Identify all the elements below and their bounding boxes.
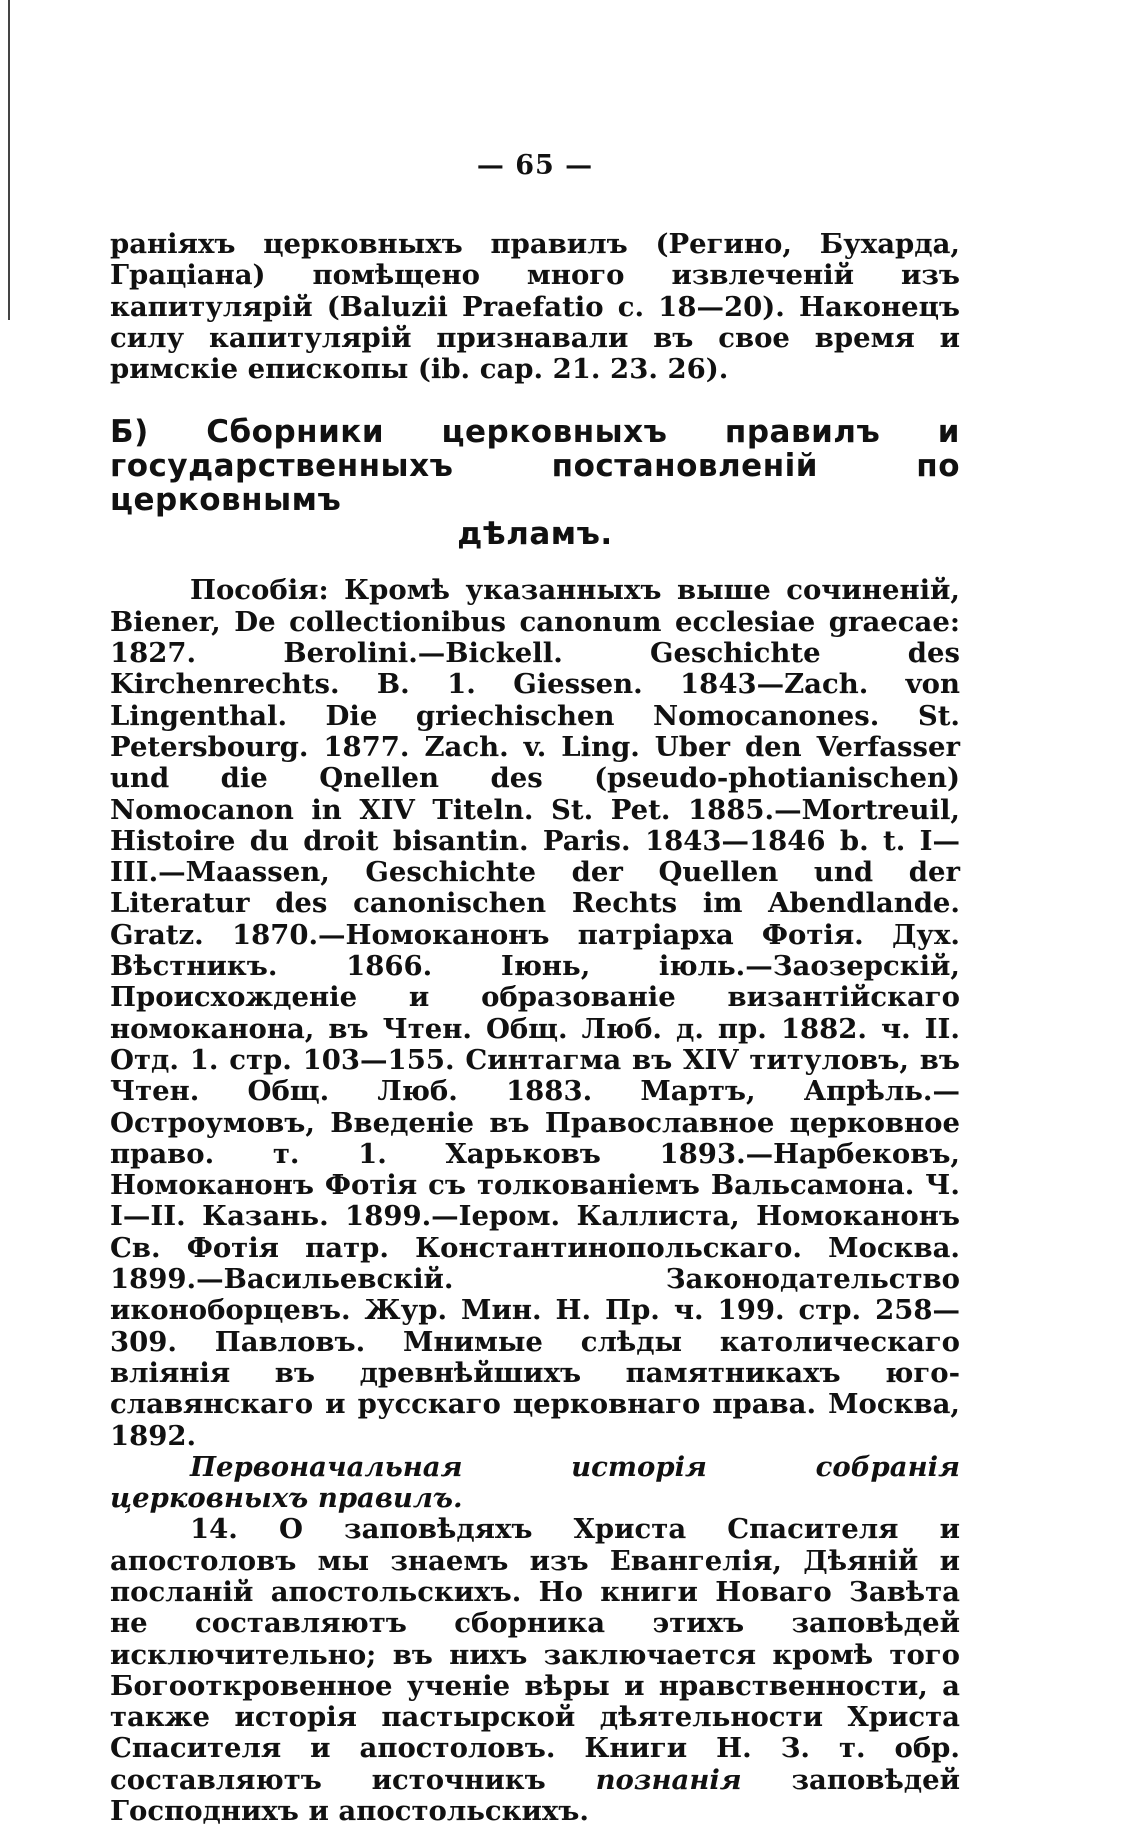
paragraph-14-end: заповѣдей Господнихъ и апостольскихъ. xyxy=(110,1763,961,1827)
scan-edge-line xyxy=(8,0,10,320)
page-number: — 65 — xyxy=(476,150,594,181)
subsection-heading: Первоначальная исторія собранія церковныхъ правилъ. xyxy=(110,1450,960,1515)
section-heading-main: Б) Сборники церковныхъ правилъ и государственныхъ постановленій по церковнымъ xyxy=(110,414,960,519)
paragraph-continuation: раніяхъ церковныхъ правилъ (Регино, Бухарда, Граціана) помѣщено много извлеченій изъ капитулярій (Baluzii Praefatio c. 18—20). Наконецъ силу капитулярій признавали въ свое время и римскіе епископы (ib. cap. 21. 23. 26). xyxy=(110,228,960,386)
paragraph-14-emphasis: познанія xyxy=(595,1763,742,1796)
section-heading xyxy=(110,415,960,551)
paragraph-14 xyxy=(110,1514,960,1827)
section-heading-last: дѣламъ. xyxy=(457,516,613,553)
book-page xyxy=(110,150,960,1827)
bibliography-paragraph: Пособія: Кромѣ указанныхъ выше сочиненій, Biener, De collectionibus canonum ecclesiae graecae: 1827. Berolini.—Bickell. Geschichte des Kirchenrechts. B. 1. Giessen. 1843—Zach. von Lingenthal. Die griechischen Nomocanones. St. Petersbourg. 1877. Zach. v. Ling. Uber den Verfasser und die Qnellen des (pseudo-photianischen) Nomocanon in XIV Titeln. St. Pet. 1885.—Mortreuil, Histoire du droit bisantin. Paris. 1843—1846 b. t. I—III.—Maassen, Geschichte der Quellen und der Literatur des canonischen Rechts im Abendlande. Gratz. 1870.—Номоканонъ патріарха Фотія. Дух. Вѣстникъ. 1866. Іюнь, іюль.—Заозерскій, Происхожденіе и образованіе византійскаго номоканона, въ Чтен. Общ. Люб. д. пр. 1882. ч. II. Отд. 1. стр. 103—155. Синтагма въ XIV титуловъ, въ Чтен. Общ. Люб. 1883. Мартъ, Апрѣль.—Остроумовъ, Введеніе въ Православное церковное право. т. 1. Харьковъ 1893.—Нарбековъ, Номоканонъ Фотія съ толкованіемъ Вальсамона. Ч. I—II. Казань. 1899.—Іером. Каллиста, Номоканонъ Св. Фотія патр. Константинопольскаго. Москва. 1899.—Васильевскій. Законодательство иконоборцевъ. Жур. Мин. Н. Пр. ч. 199. стр. 258—309. Павловъ. Мнимые слѣды католическаго вліянія въ древнѣйшихъ памятникахъ юго-славянскаго и русскаго церковнаго права. Москва, 1892. xyxy=(110,574,960,1452)
paragraph-14-text: О заповѣдяхъ Христа Спасителя и апостоловъ мы знаемъ изъ Евангелія, Дѣяній и посланій апостольскихъ. Но книги Новаго Завѣта не составляютъ сборника этихъ заповѣдей исключительно; въ нихъ заключается кромѣ того Богооткровенное ученіе вѣры и нравственности, а также исторія пастырской дѣятельности Христа Спасителя и апостоловъ. Книги Н. З. т. обр. составляютъ источникъ xyxy=(110,1513,960,1796)
paragraph-number: 14. xyxy=(190,1513,238,1546)
